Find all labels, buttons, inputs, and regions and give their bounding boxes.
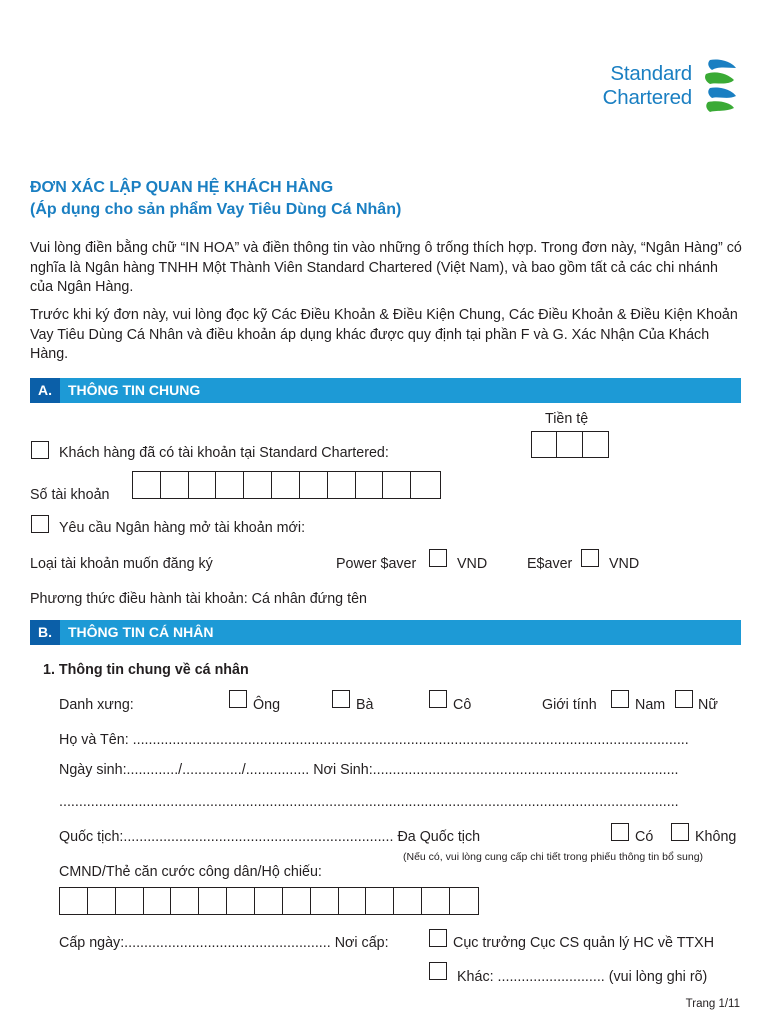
section-b-header <box>30 620 741 645</box>
section-b-title: THÔNG TIN CÁ NHÂN <box>68 624 214 640</box>
gender-label: Giới tính <box>542 697 597 713</box>
brand-name-line1: Standard <box>610 62 692 85</box>
open-new-account-checkbox[interactable] <box>31 515 49 533</box>
power-saver-label: Power $aver <box>336 556 417 572</box>
salutation-label: Danh xưng: <box>59 697 134 713</box>
esaver-label: E$aver <box>527 556 573 572</box>
account-number-input[interactable] <box>132 471 441 499</box>
gender-male-label: Nam <box>635 697 666 713</box>
salutation-co-label: Cô <box>453 697 472 713</box>
intro-paragraph-1: Vui lòng điền bằng chữ “IN HOA” và điền thông tin vào những ô trống thích hợp. Trong đơn này, “Ngân Hàng” có nghĩa là Ngân hàng TNHH Một Thành Viên Standard Chartered (Việt Nam), và bao gồm tất cả các chi nhánh của Ngân Hàng. <box>30 240 742 295</box>
issuer-other-field[interactable]: Khác: ........................... (vui lòng ghi rõ) <box>457 969 708 985</box>
account-type-label: Loại tài khoản muốn đăng ký <box>30 556 213 572</box>
gender-female-checkbox[interactable] <box>675 690 693 708</box>
form-title-line1: ĐƠN XÁC LẬP QUAN HỆ KHÁCH HÀNG <box>30 179 334 196</box>
form-title-line2: (Áp dụng cho sản phẩm Vay Tiêu Dùng Cá Nhân) <box>30 201 402 218</box>
section-a-letter: A. <box>30 378 60 403</box>
issuer-police-label: Cục trưởng Cục CS quản lý HC về TTXH <box>453 935 715 951</box>
nationality-field[interactable]: Quốc tịch:.................................................................... Đa Quốc tịch <box>59 829 481 845</box>
currency-input[interactable] <box>531 431 609 458</box>
gender-male-checkbox[interactable] <box>611 690 629 708</box>
multi-nationality-yes-label: Có <box>635 829 654 845</box>
section-a-header <box>30 378 741 403</box>
id-number-input[interactable] <box>59 887 479 915</box>
multi-nationality-no-checkbox[interactable] <box>671 823 689 841</box>
account-number-label: Số tài khoản <box>30 487 110 503</box>
multi-nationality-no-label: Không <box>695 829 737 845</box>
issue-date-place-field[interactable]: Cấp ngày:.................................................... Nơi cấp: <box>59 935 389 951</box>
power-saver-vnd-label: VND <box>457 556 488 572</box>
section-b-letter: B. <box>30 620 60 645</box>
brand-logo-text <box>603 62 692 110</box>
personal-info-subheading: 1. Thông tin chung về cá nhân <box>43 662 249 678</box>
multi-nationality-note: (Nếu có, vui lòng cung cấp chi tiết trong phiếu thông tin bổ sung) <box>403 851 704 863</box>
salutation-ong-label: Ông <box>253 697 281 713</box>
salutation-ong-checkbox[interactable] <box>229 690 247 708</box>
existing-account-label: Khách hàng đã có tài khoản tại Standard Chartered: <box>59 445 389 461</box>
multi-nationality-yes-checkbox[interactable] <box>611 823 629 841</box>
form-title <box>30 177 401 221</box>
standard-chartered-logo-icon <box>702 56 742 114</box>
salutation-ba-checkbox[interactable] <box>332 690 350 708</box>
id-document-label: CMND/Thẻ căn cước công dân/Hộ chiếu: <box>59 864 322 880</box>
dob-birthplace-field[interactable]: Ngày sinh:............./.............../................ Nơi Sinh:............................................................................. <box>59 762 679 778</box>
gender-female-label: Nữ <box>698 697 718 713</box>
esaver-vnd-label: VND <box>609 556 640 572</box>
intro-paragraph-2: Trước khi ký đơn này, vui lòng đọc kỹ Các Điều Khoản & Điều Kiện Chung, Các Điều Khoản & Điều Kiện Khoản Vay Tiêu Dùng Cá Nhân và điều khoản áp dụng khác được quy định tại phần F và G. Xác Nhận Của Khách Hàng. <box>30 307 738 362</box>
existing-account-checkbox[interactable] <box>31 441 49 459</box>
fullname-field[interactable]: Họ và Tên: ............................................................................................................................................ <box>59 732 689 748</box>
salutation-ba-label: Bà <box>356 697 374 713</box>
operation-method-label: Phương thức điều hành tài khoản: Cá nhân đứng tên <box>30 591 367 607</box>
issuer-other-checkbox[interactable] <box>429 962 447 980</box>
birthplace-continuation-field[interactable]: ............................................................................................................................................................ <box>59 794 679 810</box>
page-number: Trang 1/11 <box>685 998 740 1010</box>
open-new-account-label: Yêu cầu Ngân hàng mở tài khoản mới: <box>59 520 306 536</box>
section-a-title: THÔNG TIN CHUNG <box>68 382 201 398</box>
currency-label: Tiền tệ <box>545 411 589 427</box>
brand-name-line2: Chartered <box>602 86 692 109</box>
power-saver-vnd-checkbox[interactable] <box>429 549 447 567</box>
esaver-vnd-checkbox[interactable] <box>581 549 599 567</box>
salutation-co-checkbox[interactable] <box>429 690 447 708</box>
issuer-police-checkbox[interactable] <box>429 929 447 947</box>
